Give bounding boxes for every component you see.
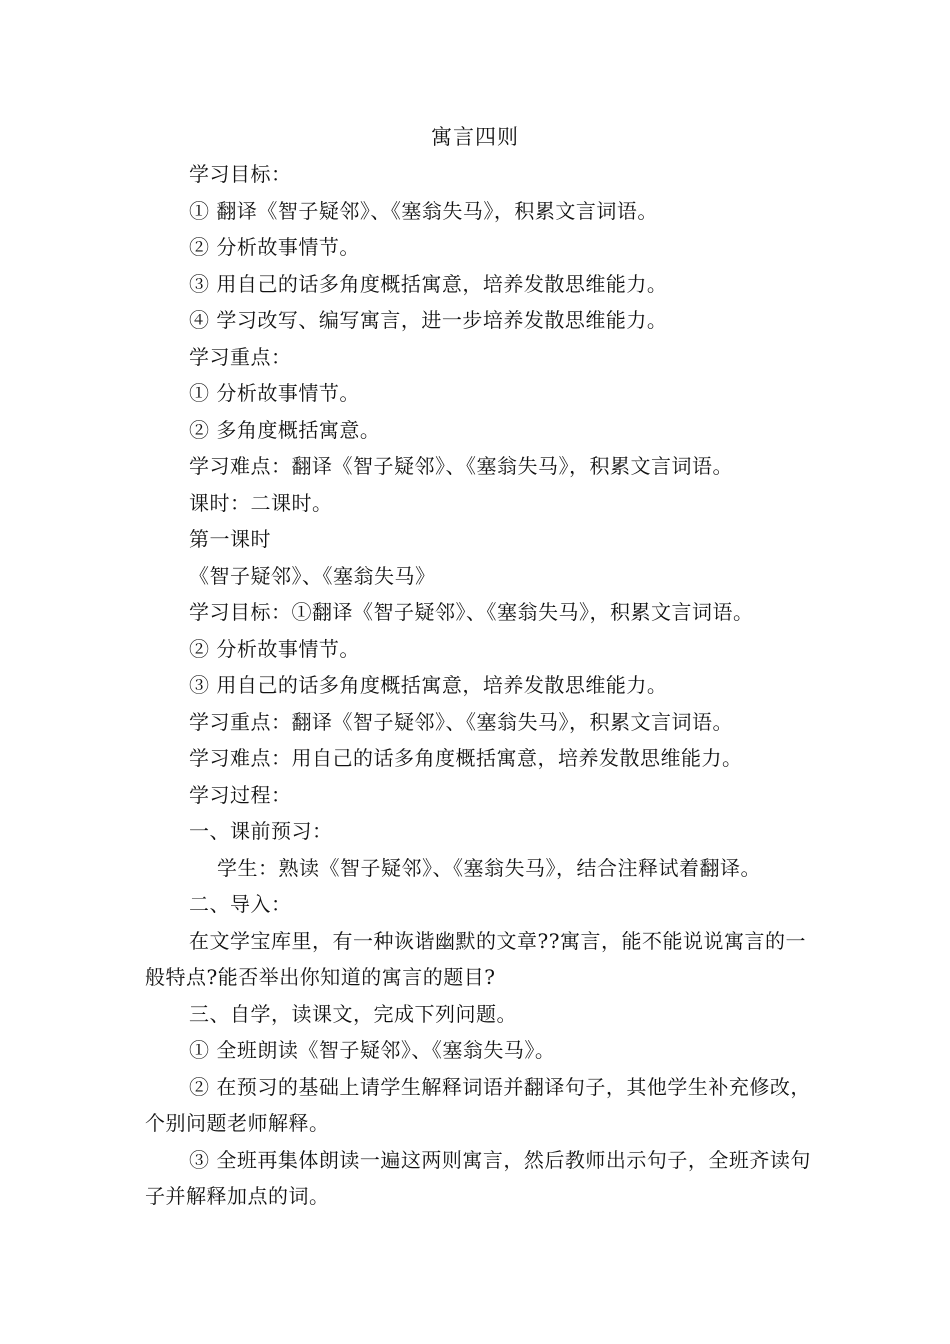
self-study-step-1: ① 全班朗读《智子疑邻》、《塞翁失马》。 [189,1038,556,1062]
preview-instruction: 学生：熟读《智子疑邻》、《塞翁失马》，结合注释试着翻译。 [217,855,761,880]
key-point-1: ① 分析故事情节。 [189,381,360,405]
preview-heading: 一、课前预习： [189,819,333,843]
lesson-difficulty-line: 学习难点：用自己的话多角度概括寓意，培养发散思维能力。 [189,746,743,770]
self-study-step-3: ③ 全班再集体朗读一遍这两则寓言，然后教师出示句子，全班齐读句子并解释加点的词。 [145,1147,811,1208]
goal-item-2: ② 分析故事情节。 [189,235,360,259]
lesson-goal-2: ② 分析故事情节。 [189,636,360,661]
key-point-2: ② 多角度概括寓意。 [189,417,381,442]
lesson-goal-3: ③ 用自己的话多角度概括寓意，培养发散思维能力。 [189,673,668,697]
goal-item-1: ① 翻译《智子疑邻》、《塞翁失马》，积累文言词语。 [189,198,658,223]
lesson-key-point-line: 学习重点：翻译《智子疑邻》、《塞翁失马》，积累文言词语。 [189,709,733,734]
first-lesson-heading: 第一课时 [189,527,271,551]
process-heading: 学习过程： [189,782,292,807]
heading-learning-goals: 学习目标： [189,162,292,186]
lesson-goals-line: 学习目标：①翻译《智子疑邻》、《塞翁失马》，积累文言词语。 [189,600,754,624]
self-study-step-2: ② 在预习的基础上请学生解释词语并翻译句子，其他学生补充修改，个别问题老师解释。 [145,1074,811,1135]
heading-key-points: 学习重点： [189,344,292,369]
intro-paragraph: 在文学宝库里，有一种诙谐幽默的文章??寓言，能不能说说寓言的一般特点?能否举出你知道的寓言的题目? [145,928,806,989]
intro-heading: 二、导入： [189,892,292,916]
document-body [145,156,815,1215]
self-study-heading: 三、自学，读课文，完成下列问题。 [189,1001,517,1026]
difficulty-line: 学习难点：翻译《智子疑邻》、《塞翁失马》，积累文言词语。 [189,454,733,478]
class-hours-line: 课时：二课时。 [189,490,333,515]
goal-item-4: ④ 学习改写、编写寓言，进一步培养发散思维能力。 [189,308,668,332]
document-title: 寓言四则 [431,125,519,149]
lesson-texts-line: 《智子疑邻》、《塞翁失马》 [189,563,436,588]
goal-item-3: ③ 用自己的话多角度概括寓意，培养发散思维能力。 [189,271,668,296]
